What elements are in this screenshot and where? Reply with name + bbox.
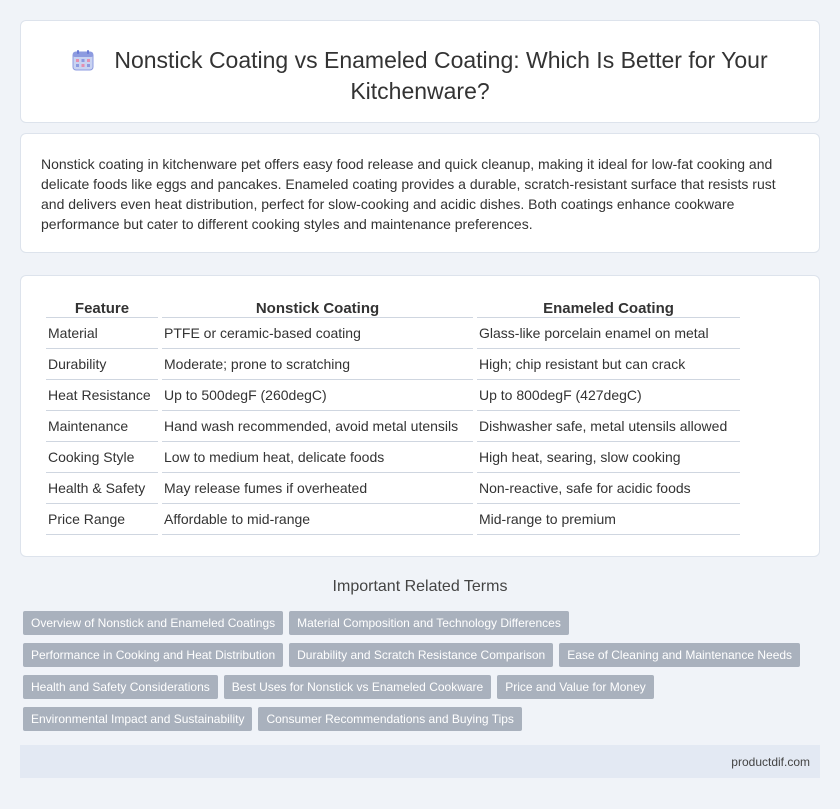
table-row — [46, 349, 740, 380]
intro-paragraph: Nonstick coating in kitchenware pet offers easy food release and quick cleanup, making it ideal for low-fat cooking and delicate foods like eggs and pancakes. Enameled coating provides a durable, scratch-resistant surface that resists rust and delivers even heat distribution, perfect for slow-cooking and acidic dishes. Both coatings enhance cookware performance but cater to different cooking styles and maintenance preferences. — [41, 156, 776, 232]
related-term-tag[interactable]: Price and Value for Money — [497, 675, 654, 699]
nonstick-cell: PTFE or ceramic-based coating — [162, 318, 473, 349]
page-title — [21, 45, 819, 107]
intro-card — [20, 133, 820, 253]
related-term-tag[interactable]: Consumer Recommendations and Buying Tips — [258, 707, 521, 731]
feature-cell: Health & Safety — [46, 473, 158, 504]
related-term-tag[interactable]: Environmental Impact and Sustainability — [23, 707, 252, 731]
table-row — [46, 442, 740, 473]
enameled-cell: Up to 800degF (427degC) — [477, 380, 740, 411]
related-term-tag[interactable]: Overview of Nonstick and Enameled Coatings — [23, 611, 283, 635]
nonstick-cell: Low to medium heat, delicate foods — [162, 442, 473, 473]
nonstick-cell: Up to 500degF (260degC) — [162, 380, 473, 411]
header-feature: Feature — [46, 296, 158, 318]
tag-row — [23, 675, 803, 707]
related-term-tag[interactable]: Performance in Cooking and Heat Distribution — [23, 643, 283, 667]
feature-cell: Cooking Style — [46, 442, 158, 473]
feature-cell: Durability — [46, 349, 158, 380]
nonstick-cell: Affordable to mid-range — [162, 504, 473, 535]
table-row — [46, 318, 740, 349]
title-card — [20, 20, 820, 123]
title-line-1: Nonstick Coating vs Enameled Coating: Which Is Better for Your — [114, 47, 768, 73]
related-term-tag[interactable]: Best Uses for Nonstick vs Enameled Cookware — [224, 675, 491, 699]
related-term-tag[interactable]: Durability and Scratch Resistance Comparison — [289, 643, 553, 667]
feature-cell: Material — [46, 318, 158, 349]
related-terms-list — [23, 611, 803, 739]
enameled-cell: Non-reactive, safe for acidic foods — [477, 473, 740, 504]
related-term-tag[interactable]: Ease of Cleaning and Maintenance Needs — [559, 643, 800, 667]
nonstick-cell: May release fumes if overheated — [162, 473, 473, 504]
header-enameled: Enameled Coating — [477, 296, 740, 318]
related-term-tag[interactable]: Health and Safety Considerations — [23, 675, 218, 699]
enameled-cell: Glass-like porcelain enamel on metal — [477, 318, 740, 349]
table-row — [46, 504, 740, 535]
table-row — [46, 411, 740, 442]
table-row — [46, 380, 740, 411]
enameled-cell: Mid-range to premium — [477, 504, 740, 535]
calendar-grid-icon — [72, 49, 94, 71]
table-row — [46, 473, 740, 504]
enameled-cell: Dishwasher safe, metal utensils allowed — [477, 411, 740, 442]
tag-row — [23, 611, 803, 643]
header-nonstick: Nonstick Coating — [162, 296, 473, 318]
enameled-cell: High; chip resistant but can crack — [477, 349, 740, 380]
tag-row — [23, 643, 803, 675]
table-header-row — [46, 296, 740, 318]
related-terms-heading: Important Related Terms — [332, 578, 508, 595]
tag-row — [23, 707, 803, 739]
comparison-table — [42, 296, 744, 535]
feature-cell: Maintenance — [46, 411, 158, 442]
enameled-cell: High heat, searing, slow cooking — [477, 442, 740, 473]
feature-cell: Price Range — [46, 504, 158, 535]
feature-cell: Heat Resistance — [46, 380, 158, 411]
related-term-tag[interactable]: Material Composition and Technology Differences — [289, 611, 569, 635]
nonstick-cell: Moderate; prone to scratching — [162, 349, 473, 380]
footer — [20, 745, 820, 778]
footer-site-link[interactable]: productdif.com — [731, 755, 810, 769]
title-line-2: Kitchenware? — [350, 78, 490, 104]
nonstick-cell: Hand wash recommended, avoid metal utensils — [162, 411, 473, 442]
